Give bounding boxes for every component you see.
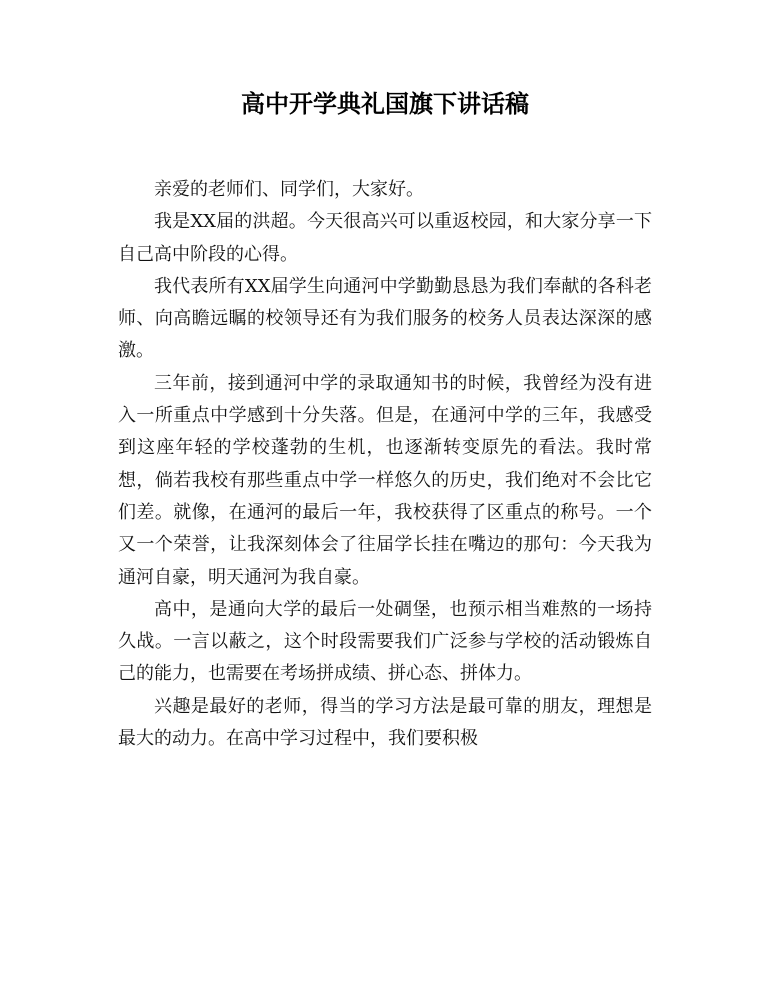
paragraph-1: 亲爱的老师们、同学们，大家好。	[154, 179, 424, 200]
paragraph-5: 高中，是通向大学的最后一处碉堡，也预示相当难熬的一场持久战。一言以蔽之，这个时段需要我们广泛参与学校的活动锻炼自己的能力，也需要在考场拼成绩、拼心态、拼体力。	[118, 598, 652, 685]
paragraph-2: 我是XX届的洪超。今天很高兴可以重返校园，和大家分享一下自己高中阶段的心得。	[118, 211, 652, 265]
paragraph-4: 三年前，接到通河中学的录取通知书的时候，我曾经为没有进入一所重点中学感到十分失落。但是，在通河中学的三年，我感受到这座年轻的学校蓬勃的生机，也逐渐转变原先的看法。我时常想，倘若我校有那些重点中学一样悠久的历史，我们绝对不会比它们差。就像，在通河的最后一年，我校获得了区重点的称号。一个又一个荣誉，让我深刻体会了往届学长挂在嘴边的那句：今天我为通河自豪，明天通河为我自豪。	[118, 372, 652, 588]
document-title: 高中开学典礼国旗下讲话稿	[241, 90, 529, 118]
paragraph-3: 我代表所有XX届学生向通河中学勤勤恳恳为我们奉献的各科老师、向高瞻远瞩的校领导还有为我们服务的校务人员表达深深的感激。	[118, 275, 652, 362]
document-body	[118, 174, 652, 755]
paragraph-6: 兴趣是最好的老师，得当的学习方法是最可靠的朋友，理想是最大的动力。在高中学习过程中，我们要积极	[118, 695, 652, 750]
